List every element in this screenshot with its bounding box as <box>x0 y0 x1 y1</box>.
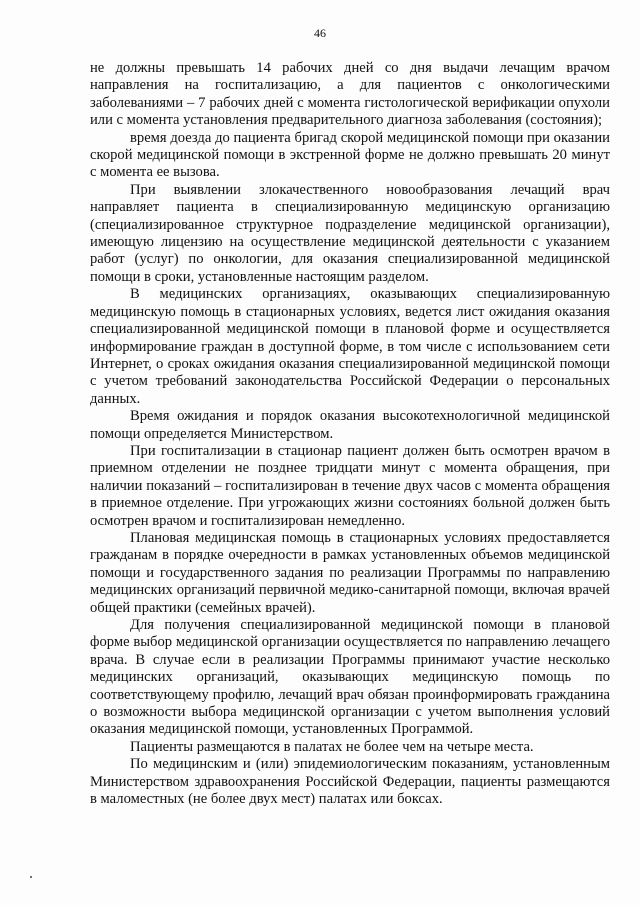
paragraph-1: не должны превышать 14 рабочих дней со дня выдачи лечащим врачом направления на госпитализацию, а для пациентов с онкологическими заболеваниями – 7 рабочих дней с момента гистологической верификации опухоли или с момента установления предварительного диагноза заболевания (состояния); <box>90 60 610 129</box>
page-number: 46 <box>314 26 326 40</box>
paragraph-2: время доезда до пациента бригад скорой медицинской помощи при оказании скорой медицинской помощи в экстренной форме не должно превышать 20 минут с момента ее вызова. <box>90 129 610 181</box>
paragraph-6: При госпитализации в стационар пациент должен быть осмотрен врачом в приемном отделении не позднее тридцати минут с момента обращения, при наличии показаний – госпитализирован в течение двух часов с момента обращения в приемное отделение. При угрожающих жизни состояниях больной должен быть осмотрен врачом и госпитализирован немедленно. <box>90 442 610 529</box>
document-body <box>90 60 610 808</box>
paragraph-5: Время ожидания и порядок оказания высокотехнологичной медицинской помощи определяется Министерством. <box>90 408 610 442</box>
paragraph-10: По медицинским и (или) эпидемиологическим показаниям, установленным Министерством здравоохранения Российской Федерации, пациенты размещаются в маломестных (не более двух мест) палатах или боксах. <box>90 756 610 808</box>
paragraph-4: В медицинских организациях, оказывающих специализированную медицинскую помощь в стационарных условиях, ведется лист ожидания оказания специализированной медицинской помощи в плановой форме и осуществляется информирование граждан в доступной форме, в том числе с использованием сети Интернет, о сроках ожидания оказания специализированной медицинской помощи с учетом требований законодательства Российской Федерации о персональных данных. <box>90 286 610 407</box>
scan-artifact <box>30 876 32 878</box>
paragraph-3: При выявлении злокачественного новообразования лечащий врач направляет пациента в специализированную медицинскую организацию (специализированное структурное подразделение медицинской организации), имеющую лицензию на осуществление медицинской деятельности с указанием работ (услуг) по онкологии, для оказания специализированной медицинской помощи в сроки, установленные настоящим разделом. <box>90 181 610 285</box>
paragraph-7: Плановая медицинская помощь в стационарных условиях предоставляется гражданам в порядке очередности в рамках установленных объемов медицинской помощи и государственного задания по реализации Программы по направлению медицинских организаций первичной медико-санитарной помощи, включая врачей общей практики (семейных врачей). <box>90 529 610 616</box>
paragraph-9: Пациенты размещаются в палатах не более чем на четыре места. <box>130 738 534 755</box>
paragraph-8: Для получения специализированной медицинской помощи в плановой форме выбор медицинской организации осуществляется по направлению лечащего врача. В случае если в реализации Программы принимают участие несколько медицинских организаций, оказывающих медицинскую помощь по соответствующему профилю, лечащий врач обязан проинформировать гражданина о возможности выбора медицинской организации с учетом выполнения условий оказания медицинской помощи, установленных Программой. <box>90 617 610 738</box>
